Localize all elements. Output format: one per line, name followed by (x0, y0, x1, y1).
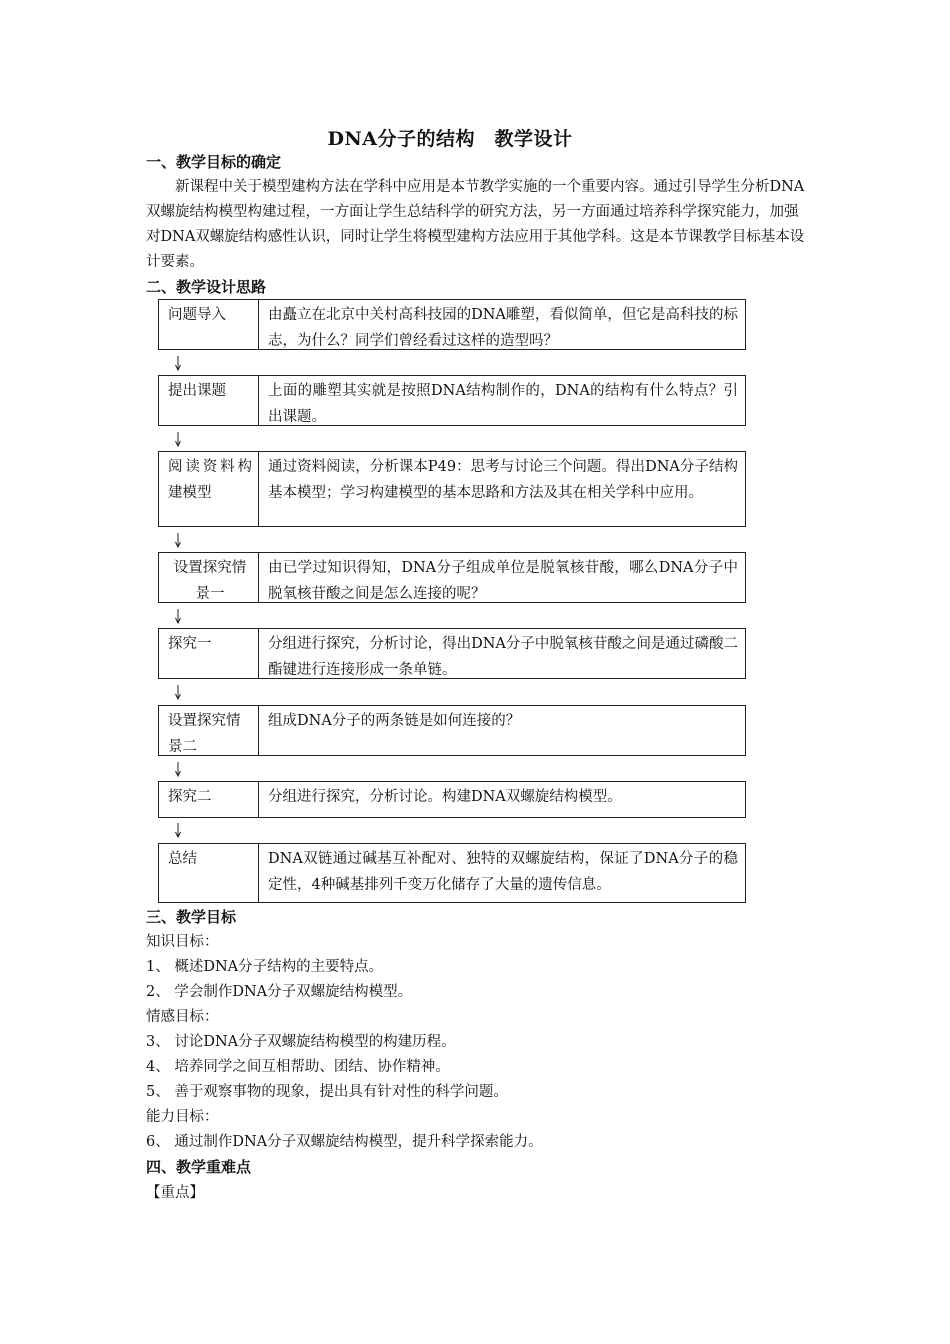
section1-paragraph: 新课程中关于模型建构方法在学科中应用是本节教学实施的一个重要内容。通过引导学生分析DNA双螺旋结构模型构建过程，一方面让学生总结科学的研究方法，另一方面通过培养科学探究能力，加强对DNA双螺旋结构感性认识，同时让学生将模型建构方法应用于其他学科。这是本节课教学目标基本设计要素。 (146, 179, 805, 270)
flow-step-label: 问题导入 (159, 300, 259, 349)
flow-step-text: 分组进行探究，分析讨论，得出DNA分子中脱氧核苷酸之间是通过磷酸二酯键进行连接形成一条单链。 (268, 636, 738, 678)
goal-item: 1、 概述DNA分子结构的主要特点。 (146, 959, 384, 975)
flow-step-text: 由已学过知识得知，DNA分子组成单位是脱氧核苷酸，哪么DNA分子中脱氧核苷酸之间是怎么连接的呢？ (268, 560, 738, 602)
emotion-goals-label: 情感目标： (146, 1009, 219, 1025)
goal-item: 6、 通过制作DNA分子双螺旋结构模型，提升科学探索能力。 (146, 1134, 543, 1150)
flow-step-4 (158, 552, 746, 603)
section4-heading: 四、教学重难点 (146, 1158, 252, 1176)
flow-step-label-text: 设置探究情景一 (173, 560, 247, 602)
flow-step-1 (158, 299, 746, 350)
section2-heading-text: 二、教学设计思路 (146, 278, 267, 296)
flow-step-3 (158, 451, 746, 527)
flow-step-text: 由矗立在北京中关村高科技园的DNA雕塑，看似简单，但它是高科技的标志，为什么？同学们曾经看过这样的造型吗？ (268, 307, 738, 349)
flow-step-6 (158, 705, 746, 756)
section3-heading: 三、教学目标 (146, 908, 237, 926)
flow-step-8 (158, 843, 746, 903)
down-arrow-icon (174, 684, 184, 700)
goal-item: 3、 讨论DNA分子双螺旋结构模型的构建历程。 (146, 1034, 456, 1050)
flow-step-text: 组成DNA分子的两条链是如何连接的？ (268, 713, 521, 729)
down-arrow-icon (174, 355, 184, 371)
goal-item: 2、 学会制作DNA分子双螺旋结构模型。 (146, 984, 413, 1000)
flow-step-label (159, 553, 259, 602)
down-arrow-icon (174, 822, 184, 838)
flow-step-label: 探究一 (159, 629, 259, 678)
flow-step-label (159, 706, 259, 755)
down-arrow-icon (174, 608, 184, 624)
down-arrow-icon (174, 431, 184, 447)
flow-step-label: 探究二 (159, 782, 259, 817)
down-arrow-icon (174, 761, 184, 777)
flow-step-7 (158, 781, 746, 818)
flow-step-text: 上面的雕塑其实就是按照DNA结构制作的，DNA的结构有什么特点？引出课题。 (268, 383, 738, 425)
knowledge-goals-label: 知识目标： (146, 934, 219, 950)
focus-label: 【重点】 (146, 1185, 204, 1201)
flow-step-text: DNA双链通过碱基互补配对、独特的双螺旋结构，保证了DNA分子的稳定性，4种碱基排列千变万化储存了大量的遗传信息。 (268, 851, 738, 893)
ability-goals-label: 能力目标： (146, 1109, 219, 1125)
flow-step-5 (158, 628, 746, 679)
section1-heading: 一、教学目标的确定 (146, 153, 282, 171)
flow-step-label: 总结 (159, 844, 259, 902)
down-arrow-icon (174, 532, 184, 548)
goal-item: 4、 培养同学之间互相帮助、团结、协作精神。 (146, 1059, 450, 1075)
flow-step-label-text: 设置探究情景二 (168, 713, 241, 755)
document-title: DNA分子的结构 教学设计 (327, 128, 573, 150)
flow-step-text: 通过资料阅读，分析课本P49：思考与讨论三个问题。得出DNA分子结构基本模型；学习构建模型的基本思路和方法及其在相关学科中应用。 (268, 459, 738, 501)
flow-step-text: 分组进行探究，分析讨论。构建DNA双螺旋结构模型。 (268, 789, 622, 805)
flow-step-label (159, 452, 259, 526)
goal-item: 5、 善于观察事物的现象，提出具有针对性的科学问题。 (146, 1084, 508, 1100)
flow-step-label-text: 阅读资料构建模型 (168, 459, 252, 501)
flow-step-label: 提出课题 (159, 376, 259, 425)
flow-step-2 (158, 375, 746, 426)
section2-heading (146, 275, 266, 299)
